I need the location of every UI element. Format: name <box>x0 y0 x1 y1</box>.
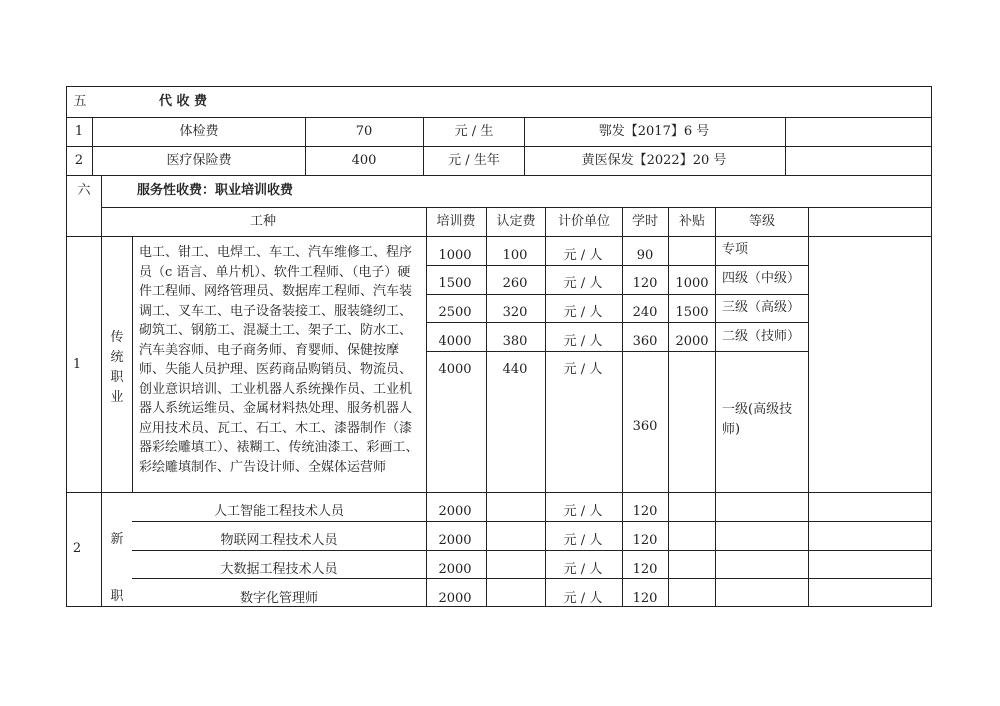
rule <box>715 207 716 606</box>
rule <box>426 294 808 295</box>
rule <box>423 117 424 175</box>
rule <box>426 265 808 266</box>
training-fee: 2000 <box>438 504 472 519</box>
section-title: 代 收 费 <box>159 94 208 109</box>
header-fee: 培训费 <box>436 214 476 229</box>
category-char: 新 <box>110 532 124 547</box>
training-fee: 2000 <box>438 562 472 577</box>
header-hours: 学时 <box>631 214 659 229</box>
rule <box>101 175 102 606</box>
category-char: 传 <box>110 330 124 345</box>
rule <box>305 117 306 175</box>
fee-amount: 400 <box>351 153 377 168</box>
training-fee: 1500 <box>438 276 472 291</box>
rule <box>426 322 808 323</box>
training-fee: 4000 <box>438 362 472 377</box>
fee-item: 医疗保险费 <box>166 153 232 168</box>
price-unit: 元 / 人 <box>563 533 603 548</box>
fee-item: 体检费 <box>179 124 219 139</box>
rule <box>426 351 808 352</box>
rule <box>132 236 133 492</box>
subsidy: 1500 <box>675 305 709 320</box>
subsidy: 2000 <box>675 334 709 349</box>
fee-unit: 元 / 生年 <box>448 153 500 168</box>
training-fee: 2000 <box>438 591 472 606</box>
rule <box>66 236 932 237</box>
rule <box>524 117 525 175</box>
table-border-top <box>66 86 932 87</box>
price-unit: 元 / 人 <box>563 562 603 577</box>
fee-basis: 黄医保发【2022】20 号 <box>581 153 727 168</box>
price-unit: 元 / 人 <box>563 334 603 349</box>
level: 三级（高级） <box>722 300 801 315</box>
training-fee: 2500 <box>438 305 472 320</box>
category-char: 职 <box>110 589 124 604</box>
rule <box>66 146 932 147</box>
price-unit: 元 / 人 <box>563 362 603 377</box>
study-hours: 120 <box>632 504 658 519</box>
level: 二级（技师） <box>722 329 801 344</box>
header-cert: 认定费 <box>496 214 536 229</box>
study-hours: 120 <box>632 533 658 548</box>
trade-name: 物联网工程技术人员 <box>220 533 338 548</box>
section-number: 六 <box>77 183 91 198</box>
level: 专项 <box>722 242 749 257</box>
row-number: 1 <box>74 124 84 139</box>
rule <box>132 521 932 522</box>
trade-list: 电工、钳工、电焊工、车工、汽车维修工、程序员（c 语言、单片机）、软件工程师、（电子）硬件工程师、网络管理员、数据库工程师、汽车装调工、叉车工、电子设备装接工、服装缝纫工、砌筑工、钢筋工、混凝土工、架子工、防水工、汽车美容师、电子商务师、育婴师、保健按摩师、失能人员护理、医药商品购销员、物流员、创业意识培训、工业机器人系统操作员、工业机器人系统运维员、金属材料热处理、服务机器人应用技术员、瓦工、石工、木工、漆器制作（漆器彩绘雕填工）、裱糊工、传统油漆工、彩画工、彩绘雕填制作、广告设计师、全媒体运营师 <box>139 245 419 475</box>
category-char: 职 <box>110 370 124 385</box>
trade-name: 大数据工程技术人员 <box>220 562 338 577</box>
group-number: 2 <box>72 541 82 556</box>
cert-fee: 100 <box>502 248 528 263</box>
rule <box>66 492 932 493</box>
trade-name: 数字化管理师 <box>239 591 319 606</box>
rule <box>808 207 809 606</box>
rule <box>66 117 932 118</box>
rule <box>668 207 669 606</box>
table-border-bottom <box>66 606 932 607</box>
training-fee: 4000 <box>438 334 472 349</box>
study-hours: 120 <box>632 562 658 577</box>
cert-fee: 320 <box>502 305 528 320</box>
fee-unit: 元 / 生 <box>454 124 494 139</box>
trade-name: 人工智能工程技术人员 <box>213 504 345 519</box>
header-unit: 计价单位 <box>557 214 611 229</box>
rule <box>92 117 93 175</box>
category-char: 业 <box>110 390 124 405</box>
rule <box>132 578 932 579</box>
table-border-right <box>931 86 932 607</box>
fee-amount: 70 <box>355 124 373 139</box>
table-border-left <box>66 86 67 607</box>
section-title: 服务性收费：职业培训收费 <box>137 183 294 198</box>
category-char: 统 <box>110 350 124 365</box>
study-hours: 240 <box>632 305 658 320</box>
section-number: 五 <box>73 94 87 109</box>
study-hours: 360 <box>632 334 658 349</box>
rule <box>132 550 932 551</box>
training-fee: 2000 <box>438 533 472 548</box>
price-unit: 元 / 人 <box>563 248 603 263</box>
row-number: 2 <box>74 153 84 168</box>
rule <box>426 207 427 606</box>
price-unit: 元 / 人 <box>563 504 603 519</box>
cert-fee: 440 <box>502 362 528 377</box>
cert-fee: 380 <box>502 334 528 349</box>
price-unit: 元 / 人 <box>563 591 603 606</box>
study-hours: 360 <box>632 419 658 434</box>
study-hours: 120 <box>632 276 658 291</box>
price-unit: 元 / 人 <box>563 305 603 320</box>
cert-fee: 260 <box>502 276 528 291</box>
rule <box>545 207 546 606</box>
subsidy: 1000 <box>675 276 709 291</box>
study-hours: 90 <box>636 248 654 263</box>
price-unit: 元 / 人 <box>563 276 603 291</box>
rule <box>785 117 786 175</box>
level: 一级(高级技师) <box>722 402 793 437</box>
header-trade: 工种 <box>249 214 277 229</box>
header-subsidy: 补贴 <box>678 214 706 229</box>
training-fee: 1000 <box>438 248 472 263</box>
header-level: 等级 <box>748 214 776 229</box>
rule <box>622 207 623 606</box>
rule <box>66 175 932 176</box>
rule <box>486 207 487 606</box>
level: 四级（中级） <box>722 271 801 286</box>
study-hours: 120 <box>632 591 658 606</box>
group-number: 1 <box>72 357 82 372</box>
fee-basis: 鄂发【2017】6 号 <box>598 124 710 139</box>
